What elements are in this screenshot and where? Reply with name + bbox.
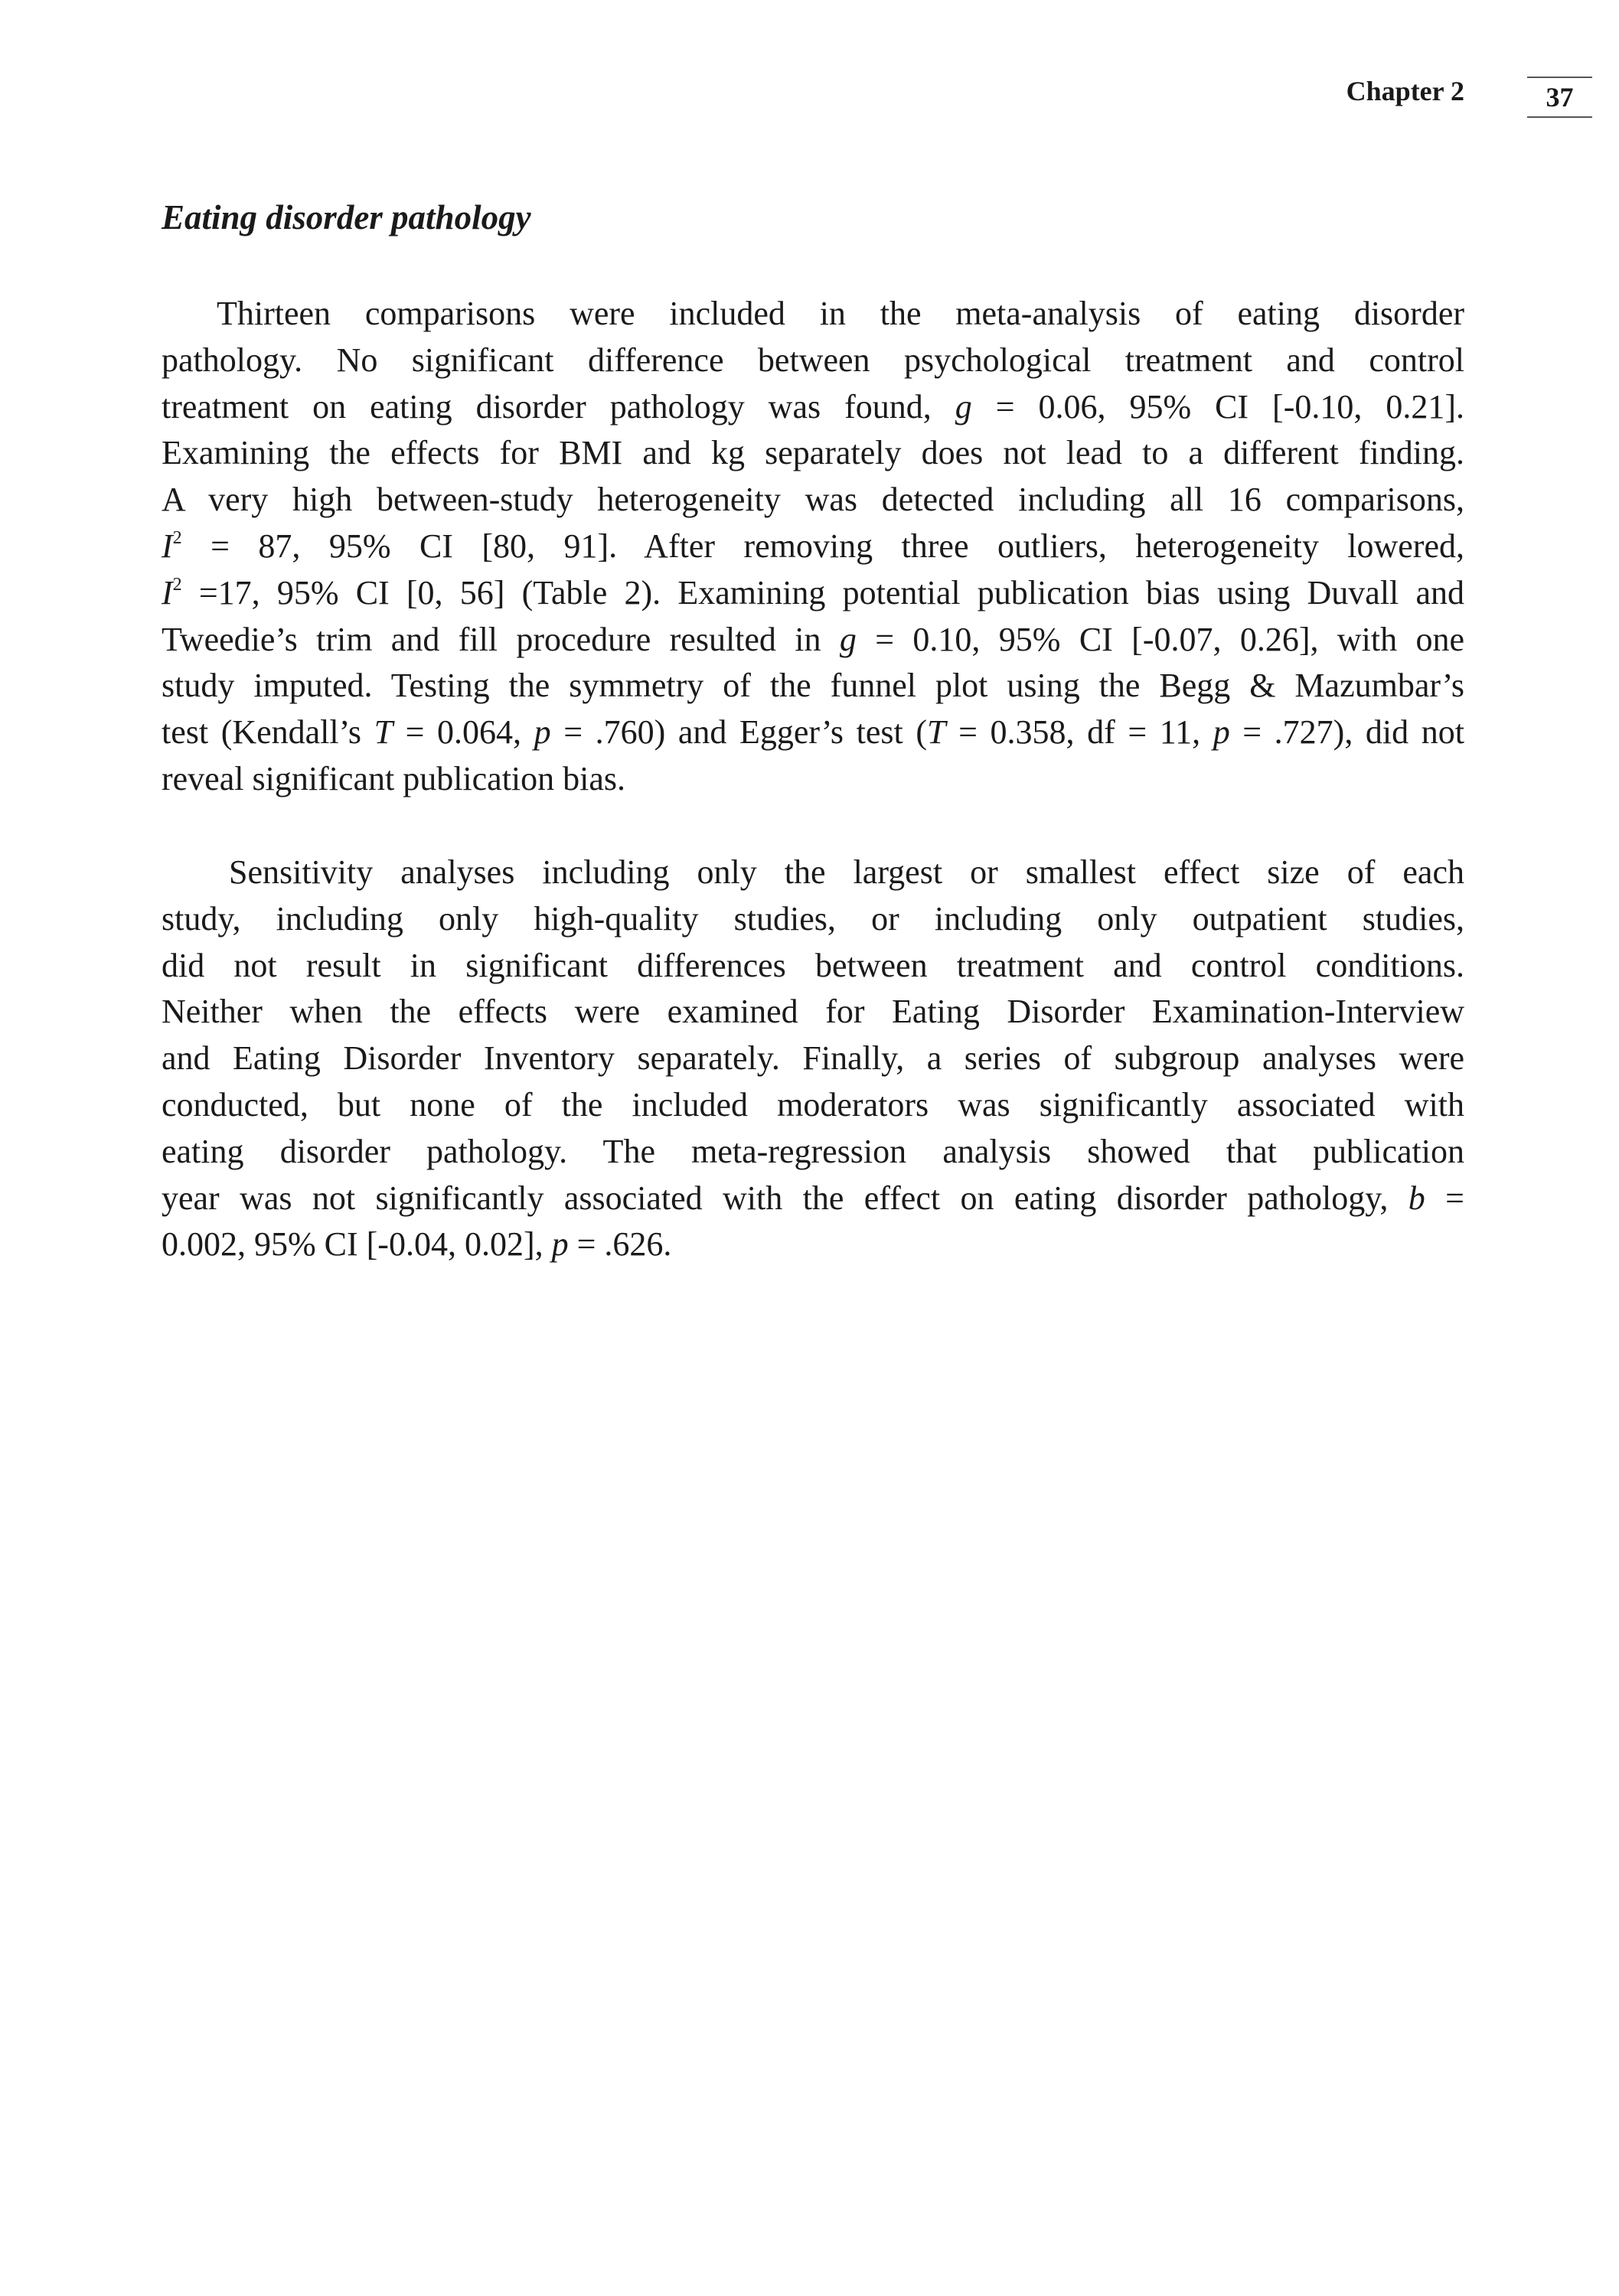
text-run: Examining the effects for BMI and kg separately does not lead to a different finding.: [162, 434, 1464, 472]
text-line: [162, 1035, 1464, 1082]
text-run: = .760) and Egger’s test (: [550, 713, 927, 752]
text-line: [162, 523, 1464, 570]
running-header-chapter: Chapter 2: [1346, 76, 1464, 106]
text-line: [162, 430, 1464, 477]
text-line: [162, 1176, 1464, 1222]
text-run: =17, 95% CI [0, 56] (Table 2). Examining potential publication bias using Duvall and: [181, 573, 1464, 612]
italic-symbol: p: [534, 713, 551, 752]
text-run: test (Kendall’s: [162, 713, 374, 752]
section-heading: Eating disorder pathology: [162, 198, 531, 236]
superscript: 2: [172, 527, 182, 548]
text-run: conducted, but none of the included moderators was significantly associated with: [162, 1085, 1464, 1124]
text-run: = .727), did not: [1229, 713, 1464, 752]
italic-symbol: p: [551, 1225, 569, 1264]
text-run: = 0.358, df = 11,: [945, 713, 1213, 752]
text-run: did not result in significant differences between treatment and control conditions.: [162, 946, 1464, 984]
text-line: [162, 1221, 1464, 1268]
text-line: [162, 1082, 1464, 1129]
text-run: reveal significant publication bias.: [162, 759, 626, 797]
paragraph-sensitivity: [162, 850, 1464, 1268]
text-line: [162, 617, 1464, 664]
text-run: treatment on eating disorder pathology was found,: [162, 387, 955, 426]
text-line: [162, 291, 1464, 338]
text-run: A very high between-study heterogeneity was detected including all 16 comparisons,: [162, 481, 1464, 519]
text-run: Sensitivity analyses including only the largest or smallest effect size of each: [229, 853, 1464, 891]
italic-symbol: p: [1213, 713, 1230, 752]
text-run: and Eating Disorder Inventory separately. Finally, a series of subgroup analyses were: [162, 1039, 1464, 1078]
text-run: eating disorder pathology. The meta-regression analysis showed that publication: [162, 1132, 1464, 1170]
italic-symbol: I: [162, 527, 173, 565]
text-run: Tweedie’s trim and fill procedure resulted in: [162, 620, 840, 658]
text-run: 0.002, 95% CI [-0.04, 0.02],: [162, 1225, 552, 1264]
italic-symbol: T: [927, 713, 946, 752]
text-line: [162, 709, 1464, 756]
text-run: = .626.: [568, 1225, 672, 1264]
text-line: [162, 663, 1464, 709]
text-run: study imputed. Testing the symmetry of the funnel plot using the Begg & Mazumbar’s: [162, 667, 1464, 705]
text-run: pathology. No significant difference between psychological treatment and control: [162, 341, 1464, 379]
text-line: [162, 756, 1464, 803]
text-run: year was not significantly associated with the effect on eating disorder pathology,: [162, 1179, 1408, 1217]
text-run: =: [1425, 1179, 1464, 1217]
text-line: [162, 943, 1464, 990]
text-run: = 87, 95% CI [80, 91]. After removing three outliers, heterogeneity lowered,: [181, 527, 1464, 565]
italic-symbol: g: [955, 387, 972, 426]
text-run: = 0.06, 95% CI [-0.10, 0.21].: [971, 387, 1464, 426]
text-run: = 0.10, 95% CI [-0.07, 0.26], with one: [856, 620, 1464, 658]
text-line: [162, 896, 1464, 943]
text-run: = 0.064,: [393, 713, 534, 752]
text-run: Neither when the effects were examined for Eating Disorder Examination-Interview: [162, 993, 1464, 1031]
superscript: 2: [172, 574, 182, 595]
italic-symbol: T: [374, 713, 393, 752]
text-line: [162, 570, 1464, 617]
page-number: 37: [1527, 77, 1592, 118]
text-line: [162, 1129, 1464, 1176]
italic-symbol: b: [1408, 1179, 1425, 1217]
text-line: [162, 384, 1464, 431]
text-run: study, including only high-quality studies, or including only outpatient studies,: [162, 899, 1464, 938]
text-line: [162, 338, 1464, 384]
italic-symbol: g: [839, 620, 857, 658]
text-run: Thirteen comparisons were included in the meta-analysis of eating disorder: [217, 295, 1464, 332]
text-line: [162, 989, 1464, 1035]
paragraph-results: [162, 291, 1464, 803]
text-line: [162, 477, 1464, 523]
italic-symbol: I: [162, 573, 173, 612]
text-line: [162, 850, 1464, 896]
